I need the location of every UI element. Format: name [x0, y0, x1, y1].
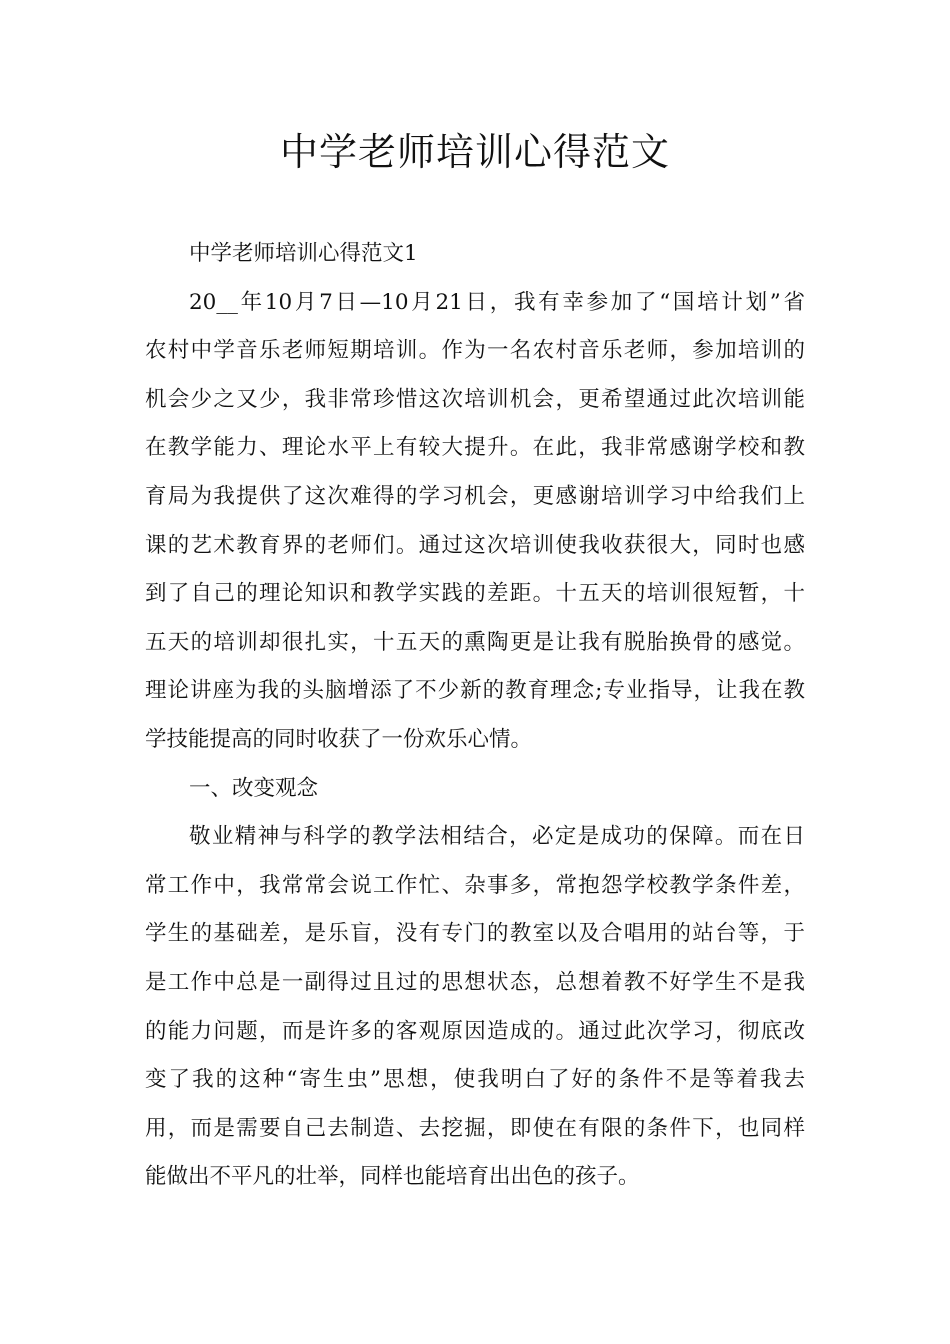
text-line: 能做出不平凡的壮举，同样也能培育出出色的孩子。	[145, 1164, 640, 1190]
text-line: 学技能提高的同时收获了一份欢乐心情。	[145, 726, 533, 752]
text-line: 机会少之又少，我非常珍惜这次培训机会，更希望通过此次培训能	[145, 386, 805, 412]
text-line: 育局为我提供了这次难得的学习机会，更感谢培训学习中给我们上	[145, 483, 805, 509]
text-line: 课的艺术教育界的老师们。通过这次培训使我收获很大，同时也感	[145, 532, 805, 558]
text-line: 常工作中，我常常会说工作忙、杂事多，常抱怨学校教学条件差，	[145, 872, 805, 898]
text-line: 农村中学音乐老师短期培训。作为一名农村音乐老师，参加培训的	[145, 338, 805, 364]
text-line: 的能力问题，而是许多的客观原因造成的。通过此次学习，彻底改	[145, 1018, 805, 1044]
text-line: 敬业精神与科学的教学法相结合，必定是成功的保障。而在日	[189, 824, 805, 850]
text-line: 中学老师培训心得范文1	[189, 241, 418, 266]
text-line: 学生的基础差，是乐盲，没有专门的教室以及合唱用的站台等，于	[145, 921, 805, 947]
text-line: 五天的培训却很扎实，十五天的熏陶更是让我有脱胎换骨的感觉。	[145, 629, 805, 655]
text-line: 变了我的这种“寄生虫”思想，使我明白了好的条件不是等着我去	[145, 1067, 805, 1093]
text-line: 一、改变观念	[189, 775, 319, 801]
document-body	[145, 230, 805, 1202]
document-title: 中学老师培训心得范文	[279, 130, 670, 174]
text-line: 20__年10月7日—10月21日，我有幸参加了“国培计划”省	[189, 289, 805, 315]
text-line: 到了自己的理论知识和教学实践的差距。十五天的培训很短暂，十	[145, 581, 805, 607]
text-line: 用，而是需要自己去制造、去挖掘，即使在有限的条件下，也同样	[145, 1115, 805, 1141]
text-line: 在教学能力、理论水平上有较大提升。在此，我非常感谢学校和教	[145, 435, 805, 461]
text-line: 理论讲座为我的头脑增添了不少新的教育理念;专业指导，让我在教	[145, 678, 805, 704]
text-line: 是工作中总是一副得过且过的思想状态，总想着教不好学生不是我	[145, 969, 805, 995]
